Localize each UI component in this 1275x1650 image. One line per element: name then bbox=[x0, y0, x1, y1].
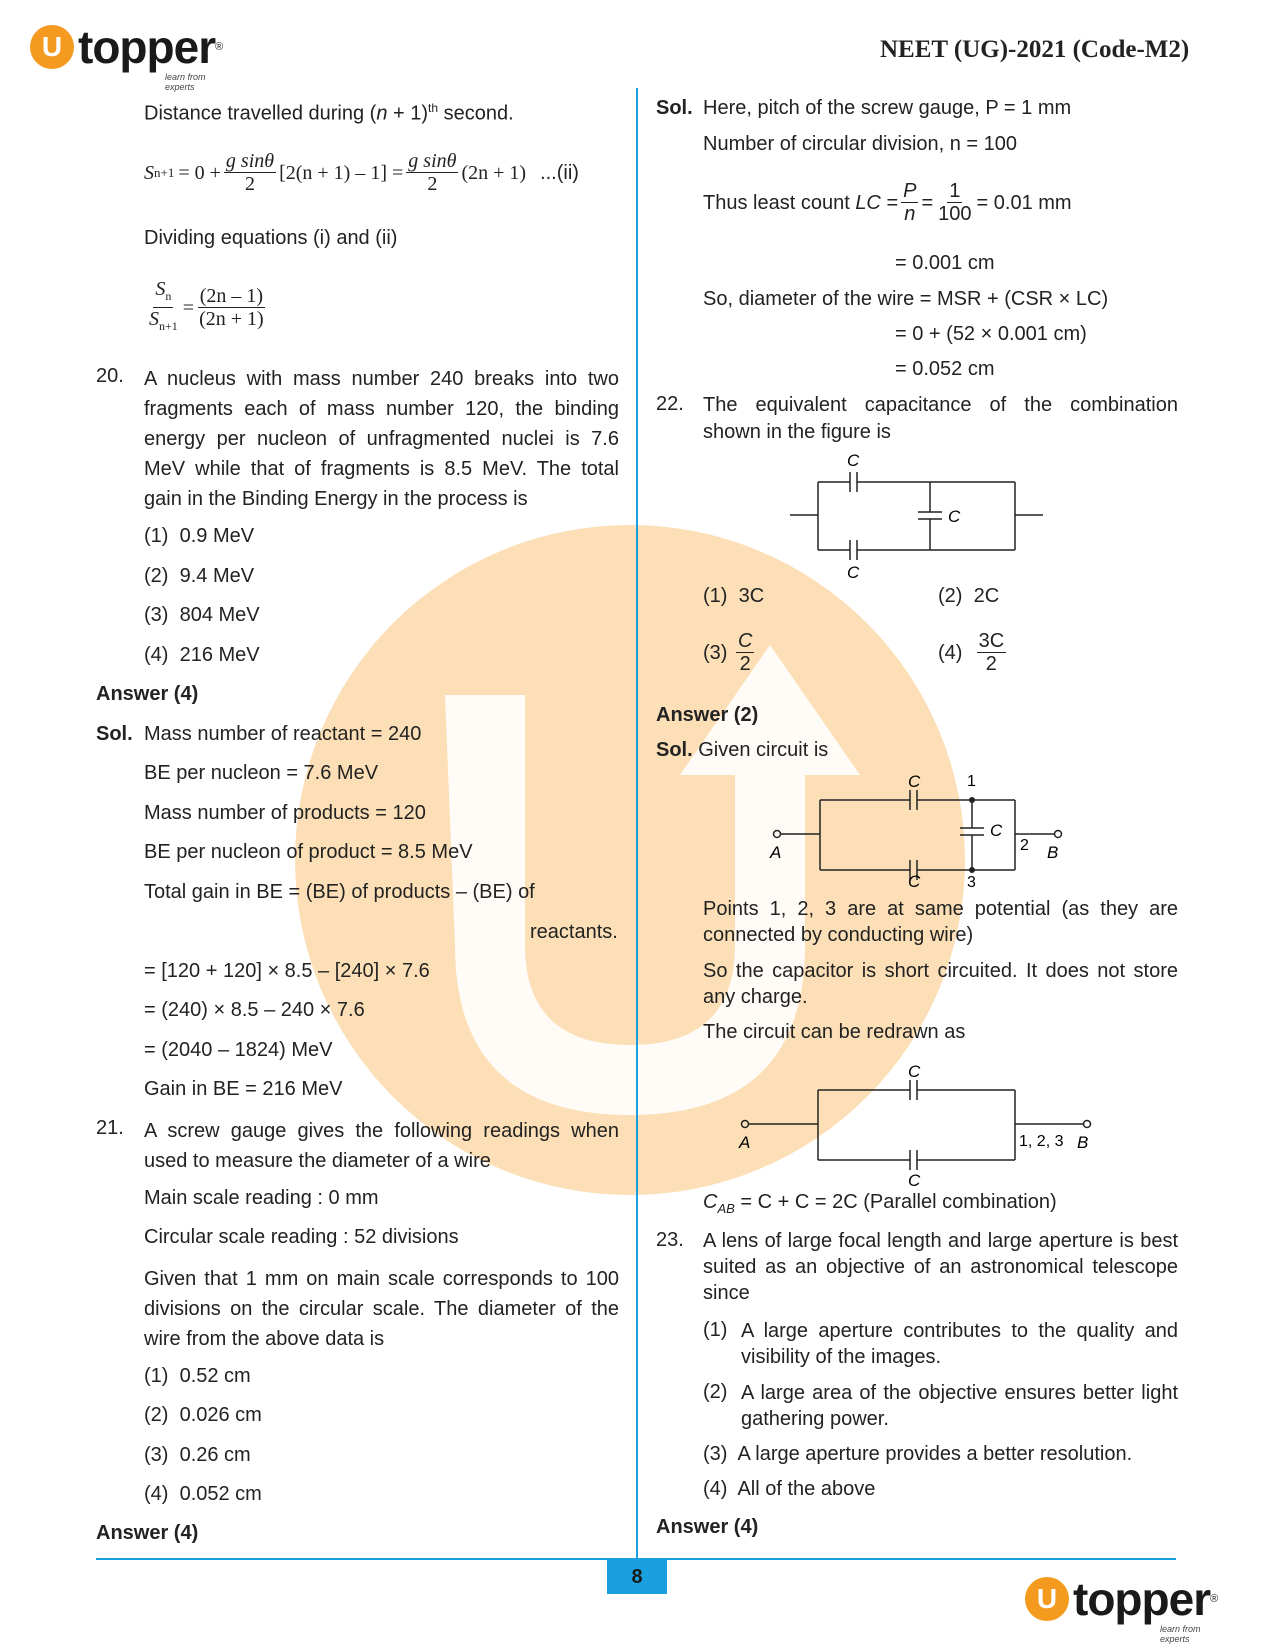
footer-brand-name: topper bbox=[1073, 1573, 1211, 1625]
q22-result: $C_{AB} = C + C = 2C$ (Parallel combination) bbox=[703, 1191, 1057, 1216]
exam-title: NEET (UG)-2021 (Code-M2) bbox=[880, 36, 1190, 63]
ratio-equation: $\frac{S_n}{S_{n+1}}$ = $\frac{(2n - 1)}{(2n + 1)}$ bbox=[149, 278, 264, 333]
redrawn-node-123: 1, 2, 3 bbox=[1019, 1133, 1064, 1150]
q22-number: 22. bbox=[656, 393, 684, 415]
q20-answer: Answer (4) bbox=[96, 683, 199, 705]
q20-option-2: (2) 9.4 MeV bbox=[144, 565, 255, 587]
q21-option-1: (1) 0.52 cm bbox=[144, 1365, 251, 1387]
q21-sol-line-7: = 0.052 cm bbox=[895, 358, 995, 380]
q21-msr: Main scale reading : 0 mm bbox=[144, 1187, 379, 1209]
q20-text: A nucleus with mass number 240 breaks into two fragments each of mass number 120, the binding energy per nucleon of unfragmented nuclei is 7.6 MeV while that of fragments is 8.5 MeV. The total gain in the Binding Energy in the process is bbox=[144, 368, 619, 510]
q20-sol-line-9: = (2040 – 1824) MeV bbox=[144, 1039, 333, 1061]
q20-option-3: (3) 804 MeV bbox=[144, 604, 260, 626]
q20-sol-label: Sol. bbox=[96, 723, 133, 745]
q23-option-4: (4) All of the above bbox=[703, 1478, 876, 1500]
q23-option-1: A large aperture contributes to the quality and visibility of the images. bbox=[741, 1320, 1178, 1368]
q20-sol-line-5: Total gain in BE = (BE) of products – (BE) of bbox=[144, 881, 535, 903]
q21-sol-line-1: Here, pitch of the screw gauge, P = 1 mm bbox=[703, 97, 1072, 119]
q22-sol: Sol. Given circuit is bbox=[656, 739, 829, 761]
q22-point-2: So the capacitor is short circuited. It does not store any charge. bbox=[703, 960, 1178, 1008]
q22-option-2: (2) 2C bbox=[938, 585, 1000, 607]
q21-sol-label: Sol. bbox=[656, 97, 693, 119]
redrawn-node-b: B bbox=[1077, 1133, 1089, 1152]
q20-option-4: (4) 216 MeV bbox=[144, 644, 260, 666]
q23-answer: Answer (4) bbox=[656, 1516, 759, 1538]
q21-csr: Circular scale reading : 52 divisions bbox=[144, 1226, 459, 1248]
header-logo bbox=[30, 20, 224, 92]
logo-u-icon: U bbox=[30, 25, 74, 69]
q23-option-1-num: (1) bbox=[703, 1319, 728, 1341]
node-b-label: B bbox=[1047, 843, 1059, 862]
q20-sol-line-7: = [120 + 120] × 8.5 – [240] × 7.6 bbox=[144, 960, 430, 982]
brand-tagline: learn from experts bbox=[165, 72, 206, 92]
q20-option-1: (1) 0.9 MeV bbox=[144, 525, 255, 547]
cap-label-bottom: C bbox=[847, 563, 860, 580]
q20-sol-line-8: = (240) × 8.5 – 240 × 7.6 bbox=[144, 999, 365, 1021]
registered-mark: ® bbox=[215, 41, 224, 53]
brand-name: topper bbox=[78, 21, 216, 73]
sol-cap-top: C bbox=[908, 772, 921, 791]
q23-option-2-num: (2) bbox=[703, 1381, 728, 1403]
node-3-label: 3 bbox=[967, 874, 976, 890]
footer-logo-u-icon: U bbox=[1025, 1577, 1069, 1621]
q21-given: Given that 1 mm on main scale corresponds to 100 divisions on the circular scale. The diameter of the wire from the above data is bbox=[144, 1268, 619, 1350]
redrawn-node-a: A bbox=[739, 1133, 751, 1152]
dividing-text: Dividing equations (i) and (ii) bbox=[144, 227, 398, 249]
node-a-label: A bbox=[770, 843, 782, 862]
q21-answer: Answer (4) bbox=[96, 1522, 199, 1544]
q20-sol-line-10: Gain in BE = 216 MeV bbox=[144, 1078, 343, 1100]
q21-sol-line-5: So, diameter of the wire = MSR + (CSR × LC) bbox=[703, 288, 1109, 310]
q22-redrawn-circuit bbox=[735, 1060, 1105, 1190]
q23-text: A lens of large focal length and large aperture is best suited as an objective of an astronomical telescope since bbox=[703, 1230, 1178, 1304]
footer-registered-mark: ® bbox=[1210, 1593, 1219, 1605]
q20-sol-line-4: BE per nucleon of product = 8.5 MeV bbox=[144, 841, 473, 863]
q22-point-3: The circuit can be redrawn as bbox=[703, 1021, 966, 1043]
q20-sol-line-6: reactants. bbox=[530, 921, 618, 943]
equation-ii: S n+1 = 0 + $\frac{\text{g sinθ}}{2}$ [2(n + 1) – 1] = $\frac{\text{g sinθ}}{2}$ (2n + 1) ...(ii) bbox=[144, 150, 579, 195]
column-divider bbox=[636, 88, 638, 1568]
q22-text: The equivalent capacitance of the combination shown in the figure is bbox=[703, 394, 1178, 443]
q22-option-3: (3) $\frac{C}{2}$ bbox=[703, 630, 753, 675]
redrawn-cap-bottom: C bbox=[908, 1171, 921, 1190]
q23-number: 23. bbox=[656, 1229, 684, 1251]
q22-sol-circuit bbox=[765, 770, 1075, 890]
footer-logo bbox=[1025, 1572, 1219, 1644]
q21-sol-line-4: = 0.001 cm bbox=[895, 252, 995, 274]
least-count-equation: Thus least count LC = $\frac{P}{n}$ = $\frac{1}{100}$ = 0.01 mm bbox=[703, 180, 1072, 225]
q21-number: 21. bbox=[96, 1117, 124, 1139]
q20-sol-line-1: Mass number of reactant = 240 bbox=[144, 723, 422, 745]
q21-option-4: (4) 0.052 cm bbox=[144, 1483, 262, 1505]
q21-sol-line-2: Number of circular division, n = 100 bbox=[703, 133, 1018, 155]
cap-label-top: C bbox=[847, 451, 860, 470]
redrawn-cap-top: C bbox=[908, 1062, 921, 1081]
q20-sol-line-2: BE per nucleon = 7.6 MeV bbox=[144, 762, 379, 784]
node-1-label: 1 bbox=[967, 773, 976, 790]
q20-sol-line-3: Mass number of products = 120 bbox=[144, 802, 426, 824]
distance-line: Distance travelled during $(n + 1)^{th}$ second. bbox=[144, 101, 514, 125]
q22-circuit-figure bbox=[785, 450, 1045, 580]
q21-text: A screw gauge gives the following readings when used to measure the diameter of a wire bbox=[144, 1120, 619, 1172]
sol-cap-middle: C bbox=[990, 821, 1003, 840]
sol-cap-bottom: C bbox=[908, 872, 921, 890]
node-2-label: 2 bbox=[1020, 837, 1029, 854]
q21-option-3: (3) 0.26 cm bbox=[144, 1444, 251, 1466]
q22-answer: Answer (2) bbox=[656, 704, 759, 726]
q22-option-1: (1) 3C bbox=[703, 585, 765, 607]
q22-option-4: (4) $\frac{3C}{2}$ bbox=[938, 630, 1005, 675]
q20-number: 20. bbox=[96, 365, 124, 387]
q23-option-2: A large area of the objective ensures better light gathering power. bbox=[741, 1382, 1178, 1430]
q21-sol-line-6: = 0 + (52 × 0.001 cm) bbox=[895, 323, 1087, 345]
footer-tagline: learn from experts bbox=[1160, 1624, 1201, 1644]
page-number: 8 bbox=[607, 1560, 667, 1594]
cap-label-middle: C bbox=[948, 507, 961, 526]
q22-point-1: Points 1, 2, 3 are at same potential (as they are connected by conducting wire) bbox=[703, 898, 1178, 946]
q21-option-2: (2) 0.026 cm bbox=[144, 1404, 262, 1426]
q23-option-3: (3) A large aperture provides a better resolution. bbox=[703, 1443, 1133, 1465]
